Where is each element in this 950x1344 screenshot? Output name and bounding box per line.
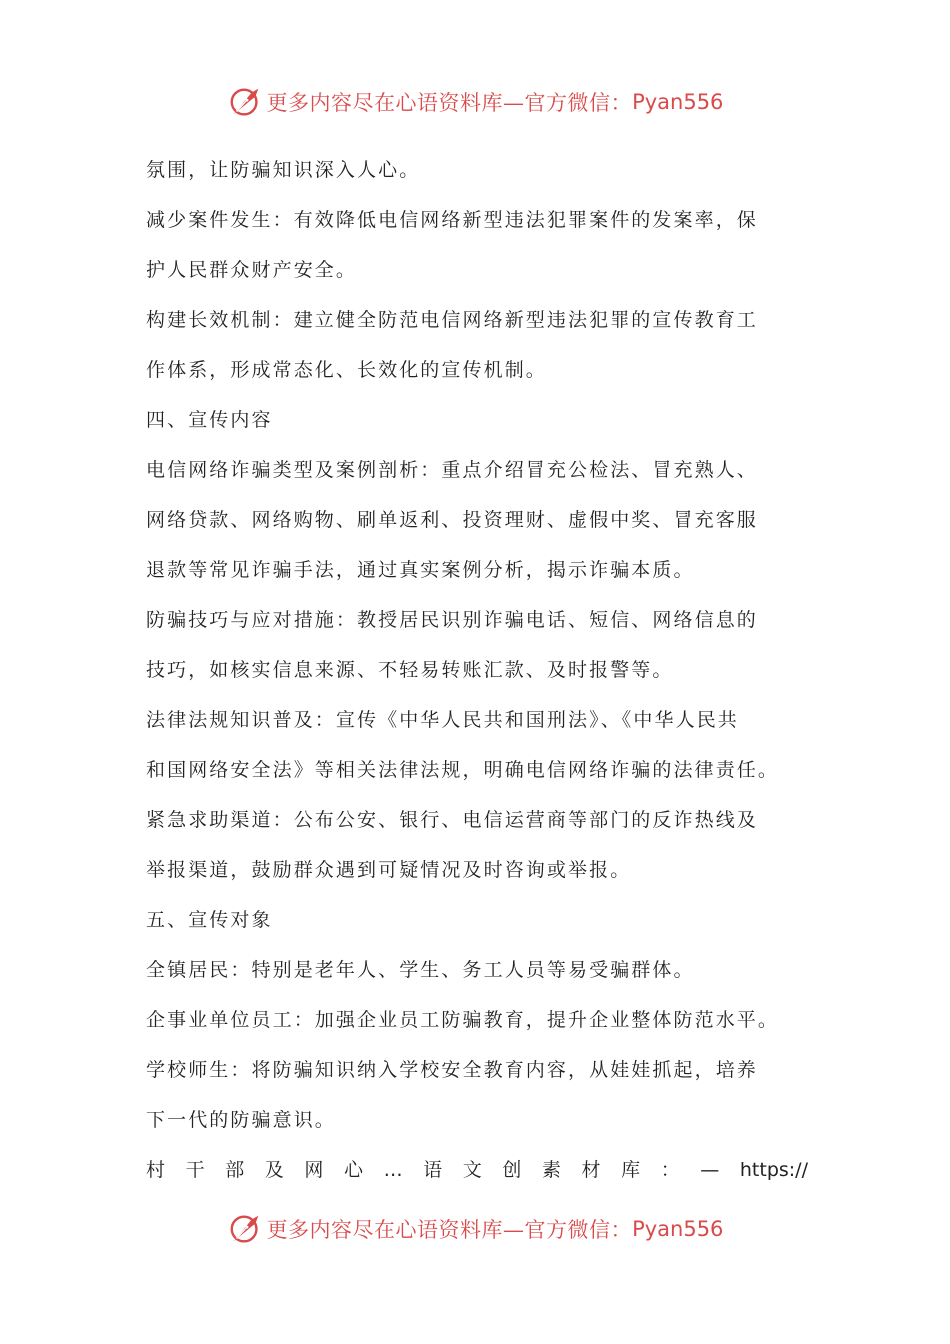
text-line: 护人民群众财产安全。 bbox=[146, 259, 358, 281]
char: 库 bbox=[621, 1159, 641, 1181]
url-fragment[interactable]: https:// bbox=[739, 1159, 808, 1181]
char: 干 bbox=[185, 1159, 205, 1181]
char: 素 bbox=[541, 1159, 561, 1181]
char: ： bbox=[660, 1159, 680, 1181]
char: 村 bbox=[146, 1159, 166, 1181]
banner-text: 更多内容尽在心语资料库—官方微信： bbox=[266, 1218, 633, 1242]
justified-last-line bbox=[146, 1148, 808, 1198]
char: 创 bbox=[502, 1159, 522, 1181]
text-line: 构建长效机制：建立健全防范电信网络新型违法犯罪的宣传教育工 bbox=[146, 309, 758, 331]
text-line: 法律法规知识普及：宣传《中华人民共和国刑法》、《中华人民共 bbox=[146, 709, 739, 731]
char: 网 bbox=[304, 1159, 324, 1181]
text-line: 紧急求助渠道：公布公安、银行、电信运营商等部门的反诈热线及 bbox=[146, 809, 758, 831]
text-line: 举报渠道，鼓励群众遇到可疑情况及时咨询或举报。 bbox=[146, 859, 632, 881]
text-line: 下一代的防骗意识。 bbox=[146, 1109, 336, 1131]
banner-wechat-id: Pyan556 bbox=[632, 90, 724, 114]
footer-banner bbox=[0, 1207, 950, 1251]
document-body bbox=[146, 148, 808, 1198]
char: 心 bbox=[343, 1159, 363, 1181]
char: 语 bbox=[423, 1159, 443, 1181]
text-line: 全镇居民：特别是老年人、学生、务工人员等易受骗群体。 bbox=[146, 959, 695, 981]
text-line: 减少案件发生：有效降低电信网络新型违法犯罪案件的发案率，保 bbox=[146, 209, 758, 231]
char: … bbox=[383, 1159, 403, 1181]
char: — bbox=[700, 1159, 720, 1181]
text-line: 氛围，让防骗知识深入人心。 bbox=[146, 159, 421, 181]
char: 及 bbox=[264, 1159, 284, 1181]
pen-nib-logo-icon bbox=[227, 83, 265, 121]
header-banner bbox=[0, 80, 950, 124]
banner-wechat-id: Pyan556 bbox=[632, 1217, 724, 1241]
banner-text: 更多内容尽在心语资料库—官方微信： bbox=[266, 91, 633, 115]
char: 部 bbox=[225, 1159, 245, 1181]
text-line: 和国网络安全法》等相关法律法规，明确电信网络诈骗的法律责任。 bbox=[146, 759, 780, 781]
text-line: 企事业单位员工：加强企业员工防骗教育，提升企业整体防范水平。 bbox=[146, 1009, 780, 1031]
char: 文 bbox=[462, 1159, 482, 1181]
section-heading: 四、宣传内容 bbox=[146, 409, 273, 431]
section-heading: 五、宣传对象 bbox=[146, 909, 273, 931]
text-line: 防骗技巧与应对措施：教授居民识别诈骗电话、短信、网络信息的 bbox=[146, 609, 758, 631]
text-line: 技巧，如核实信息来源、不轻易转账汇款、及时报警等。 bbox=[146, 659, 674, 681]
text-line: 网络贷款、网络购物、刷单返利、投资理财、虚假中奖、冒充客服 bbox=[146, 509, 758, 531]
text-line: 电信网络诈骗类型及案例剖析：重点介绍冒充公检法、冒充熟人、 bbox=[146, 459, 758, 481]
text-line: 学校师生：将防骗知识纳入学校安全教育内容，从娃娃抓起，培养 bbox=[146, 1059, 758, 1081]
char: 材 bbox=[581, 1159, 601, 1181]
text-line: 作体系，形成常态化、长效化的宣传机制。 bbox=[146, 359, 547, 381]
text-line: 退款等常见诈骗手法，通过真实案例分析，揭示诈骗本质。 bbox=[146, 559, 695, 581]
pen-nib-logo-icon bbox=[227, 1210, 265, 1248]
